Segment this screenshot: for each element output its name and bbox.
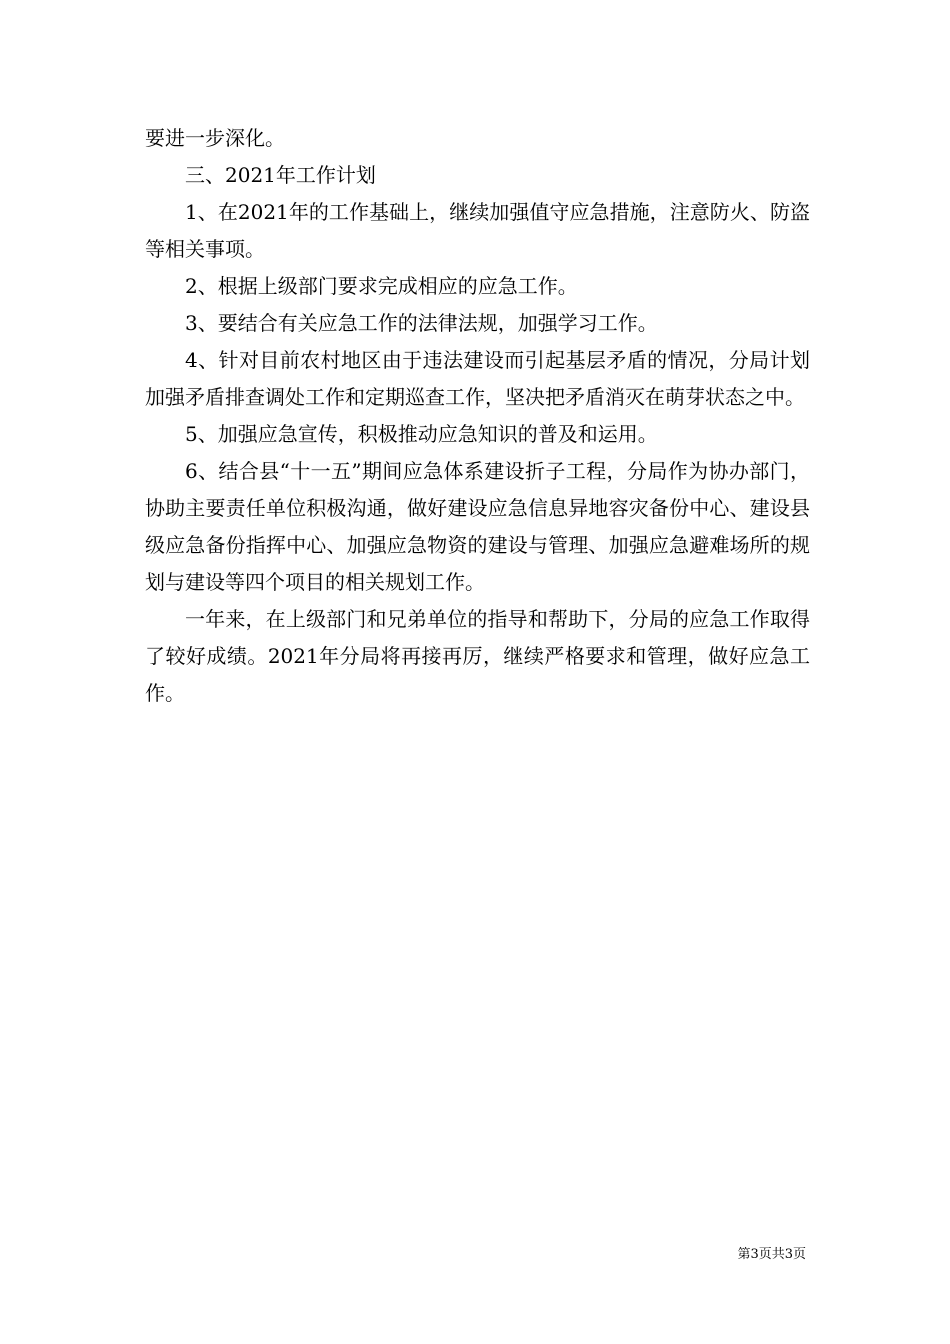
page-number: 第3页共3页 [737,1247,806,1262]
closing-paragraph: 一年来，在上级部门和兄弟单位的指导和帮助下，分局的应急工作取得了较好成绩。2021年分局将再接再厉，继续严格要求和管理，做好应急工作。 [145,607,810,705]
plan-item-5: 5、加强应急宣传，积极推动应急知识的普及和运用。 [185,422,658,446]
section-heading-work-plan: 三、2021年工作计划 [185,163,376,187]
plan-item-4: 4、针对目前农村地区由于违法建设而引起基层矛盾的情况，分局计划加强矛盾排查调处工作和定期巡查工作，坚决把矛盾消灭在萌芽状态之中。 [145,348,810,409]
plan-item-3: 3、要结合有关应急工作的法律法规，加强学习工作。 [185,311,658,335]
plan-item-1: 1、在2021年的工作基础上，继续加强值守应急措施，注意防火、防盗等相关事项。 [145,200,810,261]
plan-item-2: 2、根据上级部门要求完成相应的应急工作。 [185,274,578,298]
paragraph-continuation: 要进一步深化。 [145,126,285,150]
document-body [145,120,810,712]
plan-item-6: 6、结合县“十一五”期间应急体系建设折子工程，分局作为协办部门，协助主要责任单位积极沟通，做好建设应急信息异地容灾备份中心、建设县级应急备份指挥中心、加强应急物资的建设与管理、加强应急避难场所的规划与建设等四个项目的相关规划工作。 [145,459,810,594]
